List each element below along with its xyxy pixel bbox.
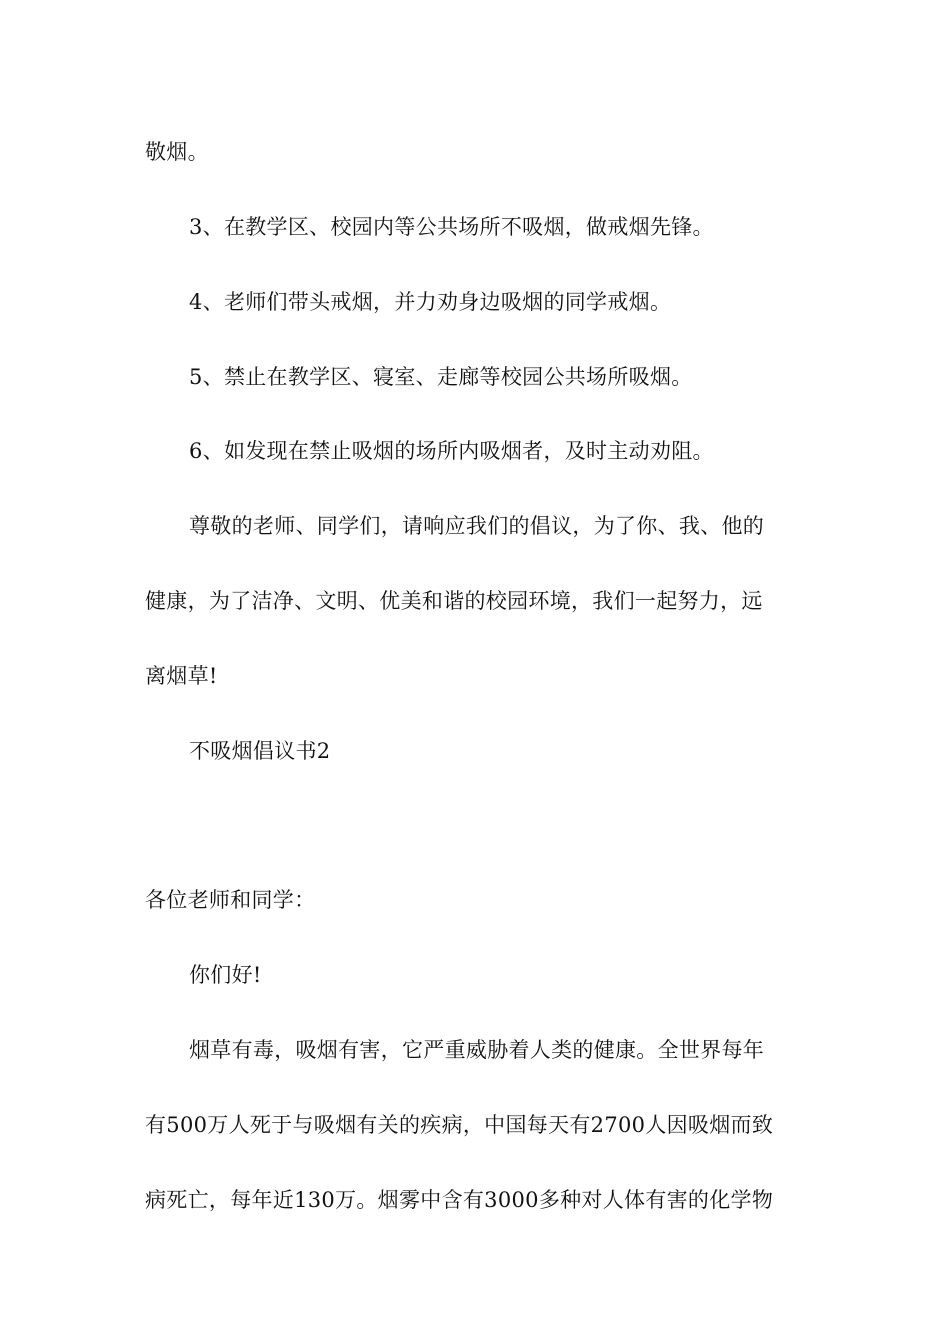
greeting: 你们好! <box>189 963 262 987</box>
list-item-5: 5、禁止在教学区、寝室、走廊等校园公共场所吸烟。 <box>189 365 693 389</box>
paragraph-body-line-2: 有500万人死于与吸烟有关的疾病，中国每天有2700人因吸烟而致 <box>145 1113 774 1137</box>
paragraph-appeal-line-1: 尊敬的老师、同学们，请响应我们的倡议，为了你、我、他的 <box>189 514 765 538</box>
paragraph-body-line-3: 病死亡，每年近130万。烟雾中含有3000多种对人体有害的化学物 <box>145 1188 774 1212</box>
paragraph-appeal-line-2: 健康，为了洁净、文明、优美和谐的校园环境，我们一起努力，远 <box>145 589 763 613</box>
list-item-3: 3、在教学区、校园内等公共场所不吸烟，做戒烟先锋。 <box>189 215 714 239</box>
section-title: 不吸烟倡议书2 <box>189 739 331 763</box>
list-item-4: 4、老师们带头戒烟，并力劝身边吸烟的同学戒烟。 <box>189 290 672 314</box>
paragraph-body-line-1: 烟草有毒，吸烟有害，它严重威胁着人类的健康。全世界每年 <box>189 1038 765 1062</box>
paragraph-appeal-line-3: 离烟草! <box>145 664 218 688</box>
salutation: 各位老师和同学： <box>145 888 316 912</box>
list-item-6: 6、如发现在禁止吸烟的场所内吸烟者，及时主动劝阻。 <box>189 439 714 463</box>
text-line-continuation: 敬烟。 <box>145 140 209 164</box>
